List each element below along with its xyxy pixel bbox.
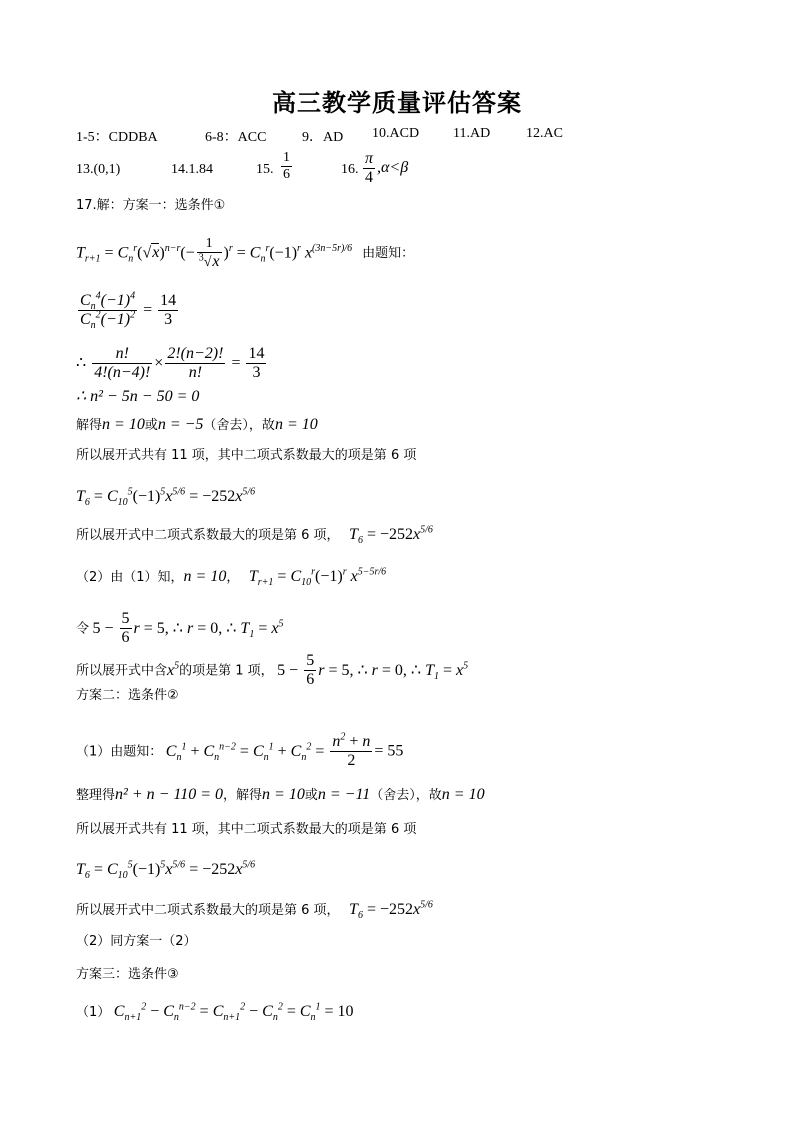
ratio-equation: $\frac{C_n^4(-1)^4}{C_n^2(-1)^2}$ = $\frac{14}{3}$ — [80, 290, 177, 332]
answer-11: 11.AD — [453, 126, 491, 141]
answer-10: 10.ACD — [372, 126, 420, 141]
answer-13: 13.(0,1) — [76, 162, 121, 177]
max-term-line-1: 所以展开式中二项式系数最大的项是第 6 项， $T_6 = -252x^{5/6}$ — [76, 524, 433, 547]
t6-formula: $T_6 = C_{10}^5(-1)^5x^{5/6} = -252x^{5/6}$ — [76, 486, 256, 509]
expansion-terms-line-2: 所以展开式共有 11 项，其中二项式系数最大的项是第 6 项 — [76, 822, 417, 837]
part2-line: （2）由（1）知，n = 10， $T_{r+1} = C_{10}^r(-1)^r$ $x^{5-5r/6}$ — [76, 566, 387, 589]
solve-line-1: 解得n = 10或n = −5（舍去），故n = 10 — [76, 416, 318, 433]
plan-2-heading: 方案二：选条件② — [76, 688, 179, 703]
plan3-part1: （1） $C_{n+1}^2 - C_n^{n-2} = C_{n+1}^2 - C_n^2 = C_n^1 = 10$ — [76, 1001, 354, 1024]
general-term-formula: $T_{r+1} = C_n^r(√x)^{n-r}(-$ $\frac{1}{^3√x}$ )$^r = C_n^r(-1)^r$ $x^{(3n-5r)/6}$ 由题知： — [76, 236, 415, 271]
page-title: 高三教学质量评估答案 — [272, 89, 522, 117]
plan2-part1: （1）由题知： $C_n^1 + C_n^{n-2} = C_n^1 + C_n^2$ = $\frac{n^2 + n}{2}$ = 55 — [76, 731, 404, 770]
answer-9: 9．AD — [302, 130, 344, 145]
organize-line: 整理得n² + n − 110 = 0，解得n = 10或n = −11（舍去），故n = 10 — [76, 786, 485, 803]
expansion-terms-line: 所以展开式共有 11 项，其中二项式系数最大的项是第 6 项 — [76, 448, 417, 463]
quadratic-equation: ∴ n² − 5n − 50 = 0 — [76, 388, 200, 405]
given-label: 由题知： — [362, 246, 415, 262]
plan-3-heading: 方案三：选条件③ — [76, 967, 179, 982]
let-line: 令 5 − $\frac{5}{6}$ r = 5, ∴ r = 0, ∴ $T_1 = x^5$ — [76, 610, 284, 647]
answer-16-frac: $\frac{\pi}{4}$ ,α<β — [365, 150, 409, 187]
q17-heading: 17.解：方案一：选条件① — [76, 198, 226, 213]
answer-1-5: 1-5：CDDBA — [76, 130, 158, 145]
answer-14: 14.1.84 — [171, 162, 213, 177]
answer-15-label: 15. — [256, 162, 274, 177]
answer-12: 12.AC — [526, 126, 563, 141]
same-as-plan1: （2）同方案一（2） — [76, 934, 197, 949]
max-term-line-2: 所以展开式中二项式系数最大的项是第 6 项， $T_6 = -252x^{5/6}$ — [76, 899, 433, 922]
t6-formula-2: $T_6 = C_{10}^5(-1)^5x^{5/6} = -252x^{5/6}$ — [76, 859, 256, 882]
answer-16-label: 16. — [341, 162, 359, 177]
contain-line: 所以展开式中含$x^5$的项是第 1 项， 5 − $\frac{5}{6}$ r = 5, ∴ r = 0, ∴ $T_1 = x^5$ — [76, 652, 469, 689]
answer-6-8: 6-8：ACC — [205, 130, 267, 145]
answer-15-frac: $\frac{1}{6}$ — [283, 150, 290, 183]
factorial-equation: ∴ $\frac{n!}{4!(n-4)!}$ × $\frac{2!(n-2)!}{n!}$ = $\frac{14}{3}$ — [76, 345, 265, 382]
